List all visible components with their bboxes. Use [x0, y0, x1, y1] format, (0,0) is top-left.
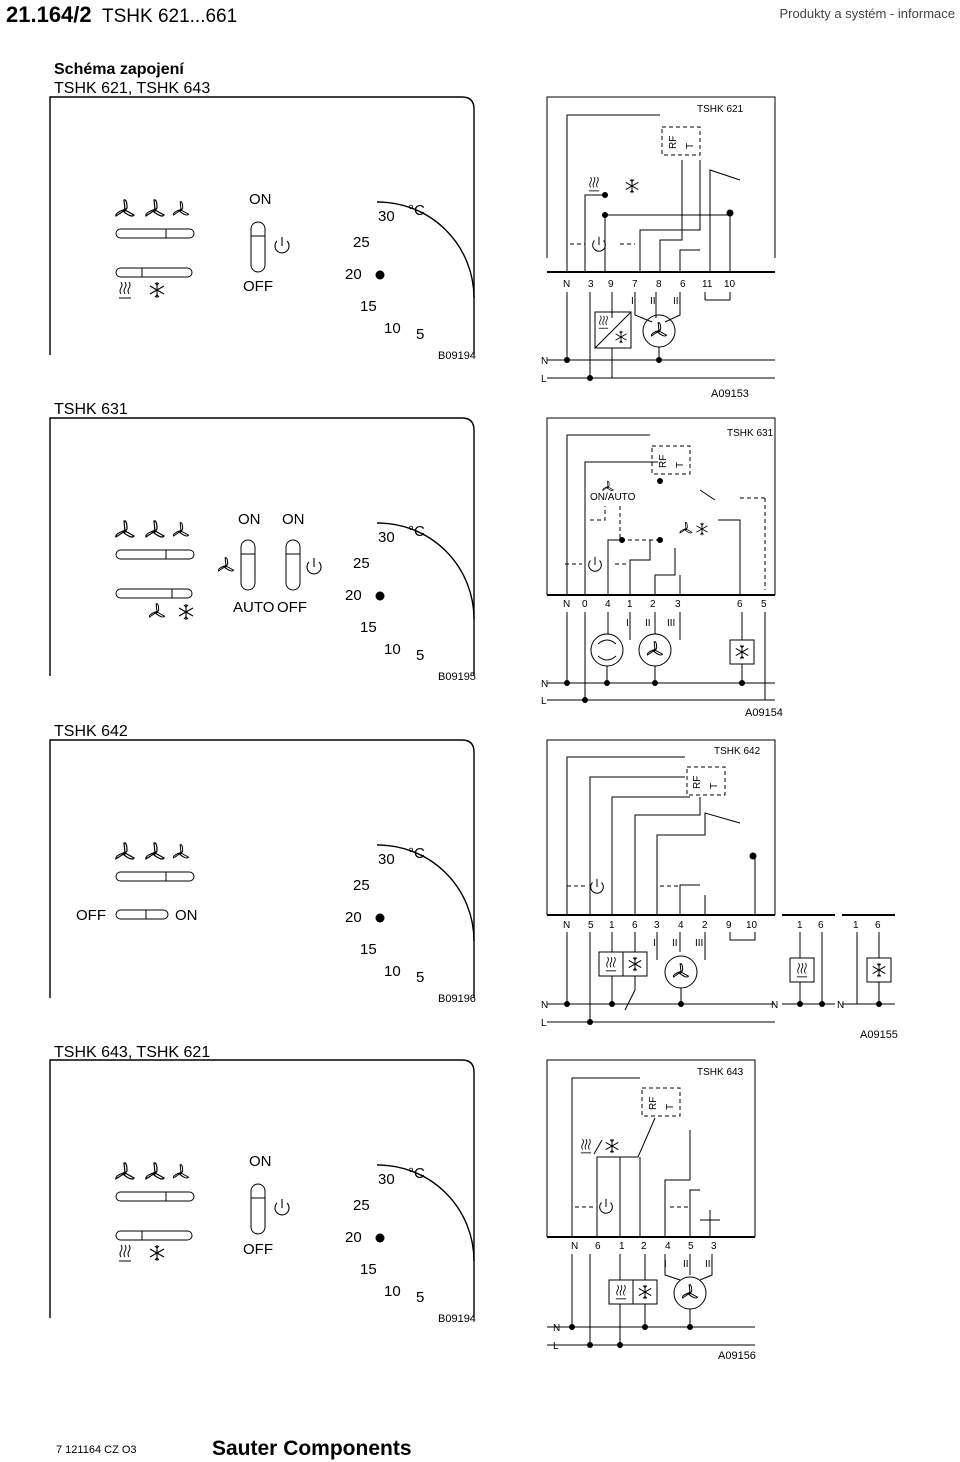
fan-icon	[173, 202, 188, 215]
svg-text:15: 15	[360, 298, 377, 315]
svg-text:10: 10	[746, 920, 758, 931]
snowflake-icon	[736, 645, 748, 659]
fan-icon	[146, 843, 164, 859]
svg-text:5: 5	[416, 326, 425, 343]
svg-text:TSHK 631: TSHK 631	[727, 428, 774, 439]
fan-icon	[116, 521, 134, 537]
panel-label: TSHK 642	[54, 723, 128, 740]
snowflake-icon	[639, 1285, 651, 1299]
document-code: 7 121164 CZ O3	[56, 1444, 137, 1456]
svg-text:30: 30	[378, 851, 395, 868]
svg-text:10: 10	[384, 641, 401, 658]
auto-switch[interactable]	[241, 540, 255, 590]
svg-text:OFF: OFF	[243, 1241, 273, 1258]
setpoint-dial[interactable]	[345, 523, 474, 664]
fan-icon	[146, 521, 164, 537]
heat-cool-slider[interactable]	[116, 1231, 192, 1240]
valve-icon	[790, 958, 814, 982]
svg-text:T: T	[665, 1103, 676, 1110]
snowflake-icon	[150, 282, 164, 298]
svg-text:N: N	[553, 1323, 561, 1334]
on-off-switch[interactable]	[251, 222, 265, 272]
svg-text:9: 9	[608, 279, 614, 290]
svg-text:3: 3	[711, 1241, 717, 1252]
panel-tshk-643	[50, 1060, 476, 1325]
svg-text:L: L	[541, 1018, 547, 1029]
svg-text:11: 11	[702, 279, 713, 290]
terminal-row	[563, 599, 767, 610]
valve-icon	[609, 1280, 633, 1304]
svg-text:5: 5	[416, 969, 425, 986]
svg-text:5: 5	[688, 1241, 694, 1252]
terminal-row	[563, 920, 881, 931]
svg-text:TSHK 643: TSHK 643	[697, 1067, 744, 1078]
svg-text:25: 25	[353, 555, 370, 572]
svg-text:ON: ON	[282, 511, 305, 528]
heat-icon	[616, 1285, 626, 1299]
power-icon	[275, 1199, 289, 1215]
snowflake-icon	[629, 957, 641, 971]
svg-text:25: 25	[353, 234, 370, 251]
power-icon	[600, 1199, 613, 1213]
svg-text:RF: RF	[668, 135, 679, 149]
svg-text:15: 15	[360, 941, 377, 958]
svg-text:2: 2	[650, 599, 656, 610]
svg-text:3: 3	[654, 920, 660, 931]
svg-text:N: N	[837, 1000, 845, 1011]
svg-text:5: 5	[416, 1289, 425, 1306]
fan-icon	[673, 964, 688, 977]
heat-icon	[119, 282, 131, 298]
heat-icon	[797, 963, 807, 977]
fan-icon	[116, 843, 134, 859]
heat-icon	[581, 1139, 591, 1153]
setpoint-dial[interactable]	[345, 202, 474, 343]
svg-text:RF: RF	[658, 454, 669, 468]
power-icon	[275, 237, 289, 253]
snowflake-icon	[606, 1139, 618, 1153]
snowflake-icon	[150, 1245, 164, 1261]
svg-text:I: I	[664, 1259, 667, 1270]
diagram-subheading: TSHK 621, TSHK 643	[54, 80, 211, 97]
svg-text:L: L	[541, 696, 547, 707]
svg-text:TSHK 642: TSHK 642	[714, 746, 761, 757]
svg-text:30: 30	[378, 1171, 395, 1188]
svg-text:L: L	[541, 374, 547, 385]
mode-slider-group	[116, 268, 192, 298]
svg-text:N: N	[541, 679, 549, 690]
power-icon	[307, 558, 321, 574]
svg-text:I: I	[653, 938, 656, 949]
setpoint-dial[interactable]	[345, 845, 474, 986]
svg-text:6: 6	[875, 920, 881, 931]
svg-text:RF: RF	[692, 775, 703, 789]
snowflake-icon	[873, 963, 885, 977]
svg-text:I: I	[626, 618, 629, 629]
on-off-slider[interactable]	[116, 910, 168, 919]
svg-text:N: N	[563, 279, 571, 290]
svg-text:T: T	[709, 782, 720, 789]
svg-text:20: 20	[345, 266, 362, 283]
svg-text:8: 8	[656, 279, 662, 290]
svg-text:T: T	[685, 142, 696, 149]
svg-text:III: III	[695, 938, 704, 949]
switch-on-label: ON	[249, 191, 272, 208]
fan-icon	[647, 642, 662, 655]
svg-text:6: 6	[737, 599, 743, 610]
svg-text:2: 2	[641, 1241, 647, 1252]
terminal-row	[571, 1241, 717, 1252]
panel-code: B09196	[438, 993, 476, 1005]
panel-code: B09195	[438, 671, 476, 683]
svg-text:5: 5	[416, 647, 425, 664]
setpoint-dial[interactable]	[345, 1165, 474, 1306]
fan-speed-slider[interactable]	[116, 1192, 194, 1201]
svg-text:30: 30	[378, 208, 395, 225]
snowflake-icon	[179, 604, 193, 620]
svg-text:4: 4	[605, 599, 611, 610]
fan-speed-slider[interactable]	[116, 550, 194, 559]
svg-text:II: II	[683, 1259, 689, 1270]
svg-text:ON/AUTO: ON/AUTO	[590, 492, 636, 503]
svg-text:A09156: A09156	[718, 1350, 756, 1362]
svg-text:N: N	[571, 1241, 579, 1252]
svg-text:25: 25	[353, 1197, 370, 1214]
svg-text:ON: ON	[249, 1153, 272, 1170]
svg-text:T: T	[675, 461, 686, 468]
fan-icon	[603, 481, 614, 490]
svg-text:1: 1	[797, 920, 803, 931]
svg-text:10: 10	[724, 279, 736, 290]
svg-text:1: 1	[853, 920, 859, 931]
svg-text:2: 2	[702, 920, 708, 931]
svg-text:0: 0	[582, 599, 588, 610]
fan-icon	[116, 1163, 134, 1179]
product-range: TSHK 621...661	[102, 6, 238, 27]
fan-icon	[146, 1163, 164, 1179]
svg-text:N: N	[771, 1000, 779, 1011]
fan-icon	[173, 523, 188, 536]
svg-text:L: L	[553, 1341, 559, 1352]
on-off-switch[interactable]	[286, 540, 300, 590]
svg-text:20: 20	[345, 587, 362, 604]
svg-text:OFF: OFF	[277, 599, 307, 616]
svg-text:6: 6	[818, 920, 824, 931]
snowflake-icon	[626, 179, 638, 193]
switch-off-label: OFF	[243, 278, 273, 295]
panel-label: TSHK 631	[54, 401, 128, 418]
svg-text:6: 6	[680, 279, 686, 290]
fan-icon	[149, 604, 164, 617]
diagram-heading: Schéma zapojení	[54, 61, 184, 78]
section-title: Produkty a systém - informace	[779, 6, 955, 21]
svg-text:N: N	[541, 356, 549, 367]
heat-cool-slider[interactable]	[116, 268, 192, 277]
fan-icon	[173, 1165, 188, 1178]
fan-icon	[173, 845, 188, 858]
mode-slider[interactable]	[116, 589, 192, 598]
svg-text:N: N	[541, 1000, 549, 1011]
svg-text:10: 10	[384, 963, 401, 980]
fan-icon	[651, 323, 666, 336]
heat-icon	[119, 1245, 131, 1261]
power-icon	[589, 557, 602, 571]
svg-text:RF: RF	[648, 1096, 659, 1110]
panel-tshk-621	[50, 97, 476, 362]
svg-text:3: 3	[588, 279, 594, 290]
fan-speed-slider[interactable]	[116, 872, 194, 881]
svg-text:OFF: OFF	[76, 907, 106, 924]
svg-text:15: 15	[360, 1261, 377, 1278]
heat-icon	[606, 957, 616, 971]
power-icon	[593, 237, 606, 251]
wiring-diagram-tshk-631	[541, 418, 783, 719]
page-header	[6, 2, 955, 27]
svg-text:A09154: A09154	[745, 707, 783, 719]
svg-text:N: N	[563, 599, 571, 610]
fan-icon	[116, 200, 134, 216]
fan-icon	[680, 522, 692, 533]
panel-code: B09194	[438, 1313, 476, 1325]
terminal-row	[563, 279, 736, 290]
svg-text:III: III	[705, 1259, 714, 1270]
svg-text:1: 1	[619, 1241, 625, 1252]
svg-text:3: 3	[675, 599, 681, 610]
svg-text:20: 20	[345, 1229, 362, 1246]
wiring-diagram-tshk-621	[541, 97, 775, 400]
svg-text:1: 1	[609, 920, 615, 931]
svg-text:1: 1	[627, 599, 633, 610]
svg-text:III: III	[667, 618, 676, 629]
svg-text:10: 10	[384, 1283, 401, 1300]
svg-text:II: II	[645, 618, 651, 629]
svg-text:30: 30	[378, 529, 395, 546]
wiring-diagram-tshk-643	[547, 1060, 756, 1362]
svg-text:ON: ON	[238, 511, 261, 528]
power-icon	[591, 879, 604, 893]
svg-text:9: 9	[726, 920, 732, 931]
snowflake-icon	[697, 523, 708, 535]
svg-text:6: 6	[595, 1241, 601, 1252]
wiring-code: A09153	[711, 388, 749, 400]
svg-text:II: II	[672, 938, 678, 949]
svg-text:25: 25	[353, 877, 370, 894]
svg-text:II: II	[650, 296, 656, 307]
svg-text:°C: °C	[408, 845, 425, 862]
brand-name: Sauter Components	[212, 1437, 412, 1460]
svg-text:°C: °C	[408, 523, 425, 540]
snowflake-icon	[616, 331, 627, 343]
valve-icon	[599, 952, 623, 976]
svg-text:°C: °C	[408, 202, 425, 219]
svg-text:20: 20	[345, 909, 362, 926]
svg-text:5: 5	[588, 920, 594, 931]
svg-text:°C: °C	[408, 1165, 425, 1182]
panel-tshk-642	[50, 740, 476, 1005]
svg-text:5: 5	[761, 599, 767, 610]
heat-icon	[599, 316, 608, 328]
panel-code: B09194	[438, 350, 476, 362]
fan-speed-icons	[116, 200, 194, 238]
svg-text:4: 4	[665, 1241, 671, 1252]
svg-text:I: I	[631, 296, 634, 307]
fan-speed-slider[interactable]	[116, 229, 194, 238]
svg-text:ON: ON	[175, 907, 198, 924]
document-number: 21.164/2	[6, 2, 92, 27]
panel-tshk-631	[50, 418, 476, 683]
panel-label: TSHK 643, TSHK 621	[54, 1044, 211, 1061]
fan-icon	[682, 1285, 697, 1298]
fan-icon	[218, 558, 233, 571]
svg-text:AUTO: AUTO	[233, 599, 275, 616]
svg-text:7: 7	[632, 279, 638, 290]
heat-icon	[589, 177, 599, 191]
pump-icon	[591, 634, 623, 666]
on-off-switch[interactable]	[251, 1184, 265, 1234]
svg-text:III: III	[673, 296, 682, 307]
wiring-model: TSHK 621	[697, 104, 744, 115]
svg-text:6: 6	[632, 920, 638, 931]
fan-icon	[146, 200, 164, 216]
svg-text:15: 15	[360, 619, 377, 636]
svg-text:10: 10	[384, 320, 401, 337]
svg-text:N: N	[563, 920, 571, 931]
svg-text:A09155: A09155	[860, 1029, 898, 1041]
page-footer	[56, 1437, 412, 1460]
wiring-diagram-tshk-642	[541, 740, 898, 1041]
svg-text:4: 4	[678, 920, 684, 931]
